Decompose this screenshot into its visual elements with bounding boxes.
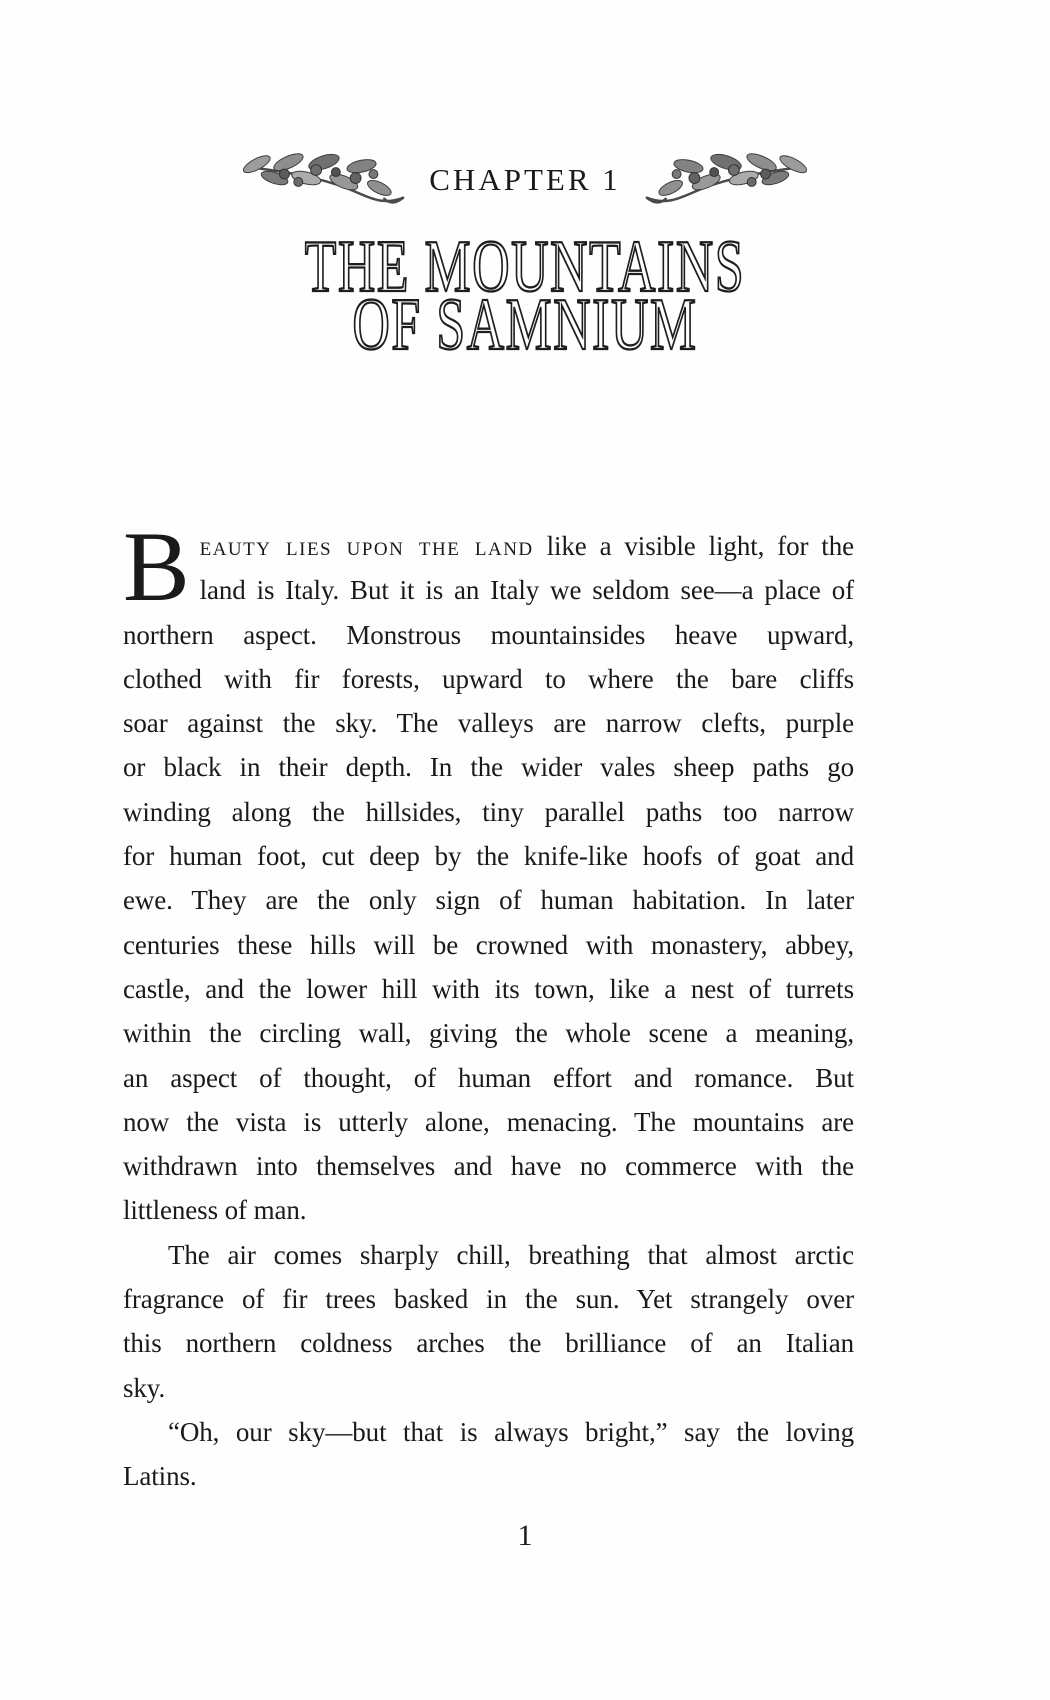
page-number: 1 [517,1519,533,1552]
text-line: or black in their depth. In the wider vales sheep paths go [123,752,854,783]
chapter-label: CHAPTER 1 [429,162,621,197]
text-line: an aspect of thought, of human effort and romance. But [123,1062,854,1093]
text-line: centuries these hills will be crowned with monastery, abbey, [123,929,854,960]
text-line: for human foot, cut deep by the knife-like hoofs of goat and [123,841,854,872]
text-line: “Oh, our sky—but that is always bright,” say the loving [168,1416,854,1447]
chapter-title-line1: THE MOUNTAINS [304,225,746,308]
paragraph-1 [123,511,854,1233]
chapter-title-line2: OF SAMNIUM [352,282,698,366]
text-line: now the vista is utterly alone, menacing. The mountains are [123,1106,854,1137]
paragraph-text: like a visible light, for the [533,531,854,561]
chapter-header [0,148,1050,212]
text-line: soar against the sky. The valleys are narrow clefts, purple [123,708,854,739]
drop-cap: B [123,511,190,622]
olive-branch-ornament-right [643,148,811,212]
text-line: littleness of man. [123,1195,307,1226]
paragraph-3 [123,1410,854,1499]
text-line: sky. [123,1372,166,1403]
page-footer [0,1519,1050,1553]
text-line: land is Italy. But it is an Italy we seldom see—a place of [199,575,854,606]
text-line: this northern coldness arches the brilliance of an Italian [123,1328,854,1359]
text-line: Latins. [123,1461,197,1492]
paragraph-1-lines [123,568,854,1232]
text-line: clothed with fir forests, upward to where the bare cliffs [123,663,854,694]
olive-branch-icon [643,148,811,212]
olive-branch-ornament-left [239,148,407,212]
text-line: within the circling wall, giving the whole scene a meaning, [123,1018,854,1049]
paragraph-2 [123,1233,854,1410]
text-line: winding along the hillsides, tiny parallel paths too narrow [123,796,854,827]
text-line: fragrance of fir trees basked in the sun. Yet strangely over [123,1284,854,1315]
text-line: ewe. They are the only sign of human habitation. In later [123,885,854,916]
chapter-title [95,225,956,366]
text-line: withdrawn into themselves and have no commerce with the [123,1151,854,1182]
opening-small-caps: eauty lies upon the land [199,531,534,561]
text-line: The air comes sharply chill, breathing that almost arctic [168,1239,854,1270]
text-line: northern aspect. Monstrous mountainsides heave upward, [123,619,854,650]
text-line [123,524,854,568]
olive-branch-icon [239,148,407,212]
chapter-body [123,511,854,1499]
text-line: castle, and the lower hill with its town, like a nest of turrets [123,973,854,1004]
